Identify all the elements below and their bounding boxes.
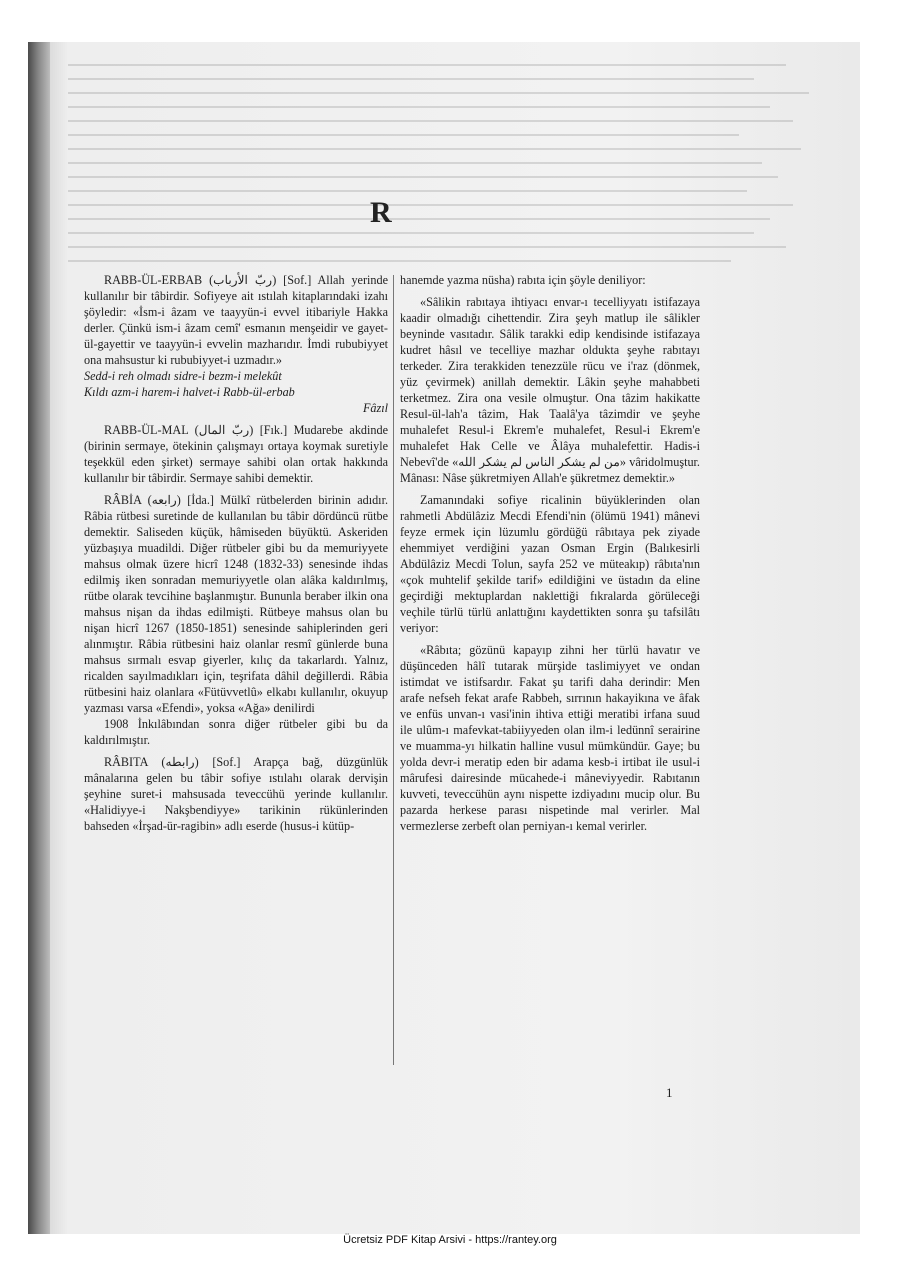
page-number: 1: [666, 1085, 673, 1100]
footer-text: Ücretsiz PDF Kitap Arsivi - https://rantey.org: [343, 1234, 557, 1246]
verse-author: Fâzıl: [362, 401, 388, 415]
rabita-definition-quote: «Râbıta; gözünü kapayıp zihni her türlü havatır ve düşünceden hâlî tutarak mürşide taslimiyyet ve ondan istimdat ve istifsardır. Fakat şu tarifi daha derindir: Men arafe nefseh fekat arafe Rabbeh, sırrının hakayikına ve âfak ve enfüs unvan-ı vasi'inin ihtiva ettiği meratibi irfana suud ile ulûm-ı mafevkat-tabiiyyeden olan ilm-i ledünnî serairine ve muamma-yı hilkatin halline vusul mümkündür. Gaye; bu yolda devr-i meratip eden bir adama kesb-i irtibat ile usul-i mârufesi dairesinde mücahede-i mâneviyyedir. Rabıtanın kuvveti, teveccühün aynı nispette izdiyadını mucip olur. Bu pazarda herkese parası nispetinde mal verirler. Mal vermezlerse zerbeft olan perniyan-ı kemal verirler.: [400, 643, 700, 833]
right-column: [400, 272, 700, 834]
entry-rabia-note: 1908 İnkılâbından sonra diğer rütbeler gibi bu da kaldırılmıştır.: [84, 717, 388, 747]
left-column: [84, 272, 388, 834]
column-divider: [393, 275, 394, 1065]
entry-rabita: RÂBITA (رابطه) [Sof.] Arapça bağ, düzgünlük mânalarına gelen bu tâbir sofiye ıstılahı olarak dervişin şeyhine suret-i mahsusada teveccühü yerinde kullanılır. «Halidiyye-i Nakşbendiyye» tarikinin rükünlerinden bahseden «İrşad-ür-ragibin» adlı eserde (husus-i kütüp-: [84, 755, 388, 833]
rabita-mecdi-paragraph: Zamanındaki sofiye ricalinin büyüklerinden olan rahmetli Abdülâziz Mecdi Efendi'nin (ölümü 1941) mânevi feyze ermek için lüzumlu gördüğü râbıtaya pek ziyade ehemmiyet verdiğini yazan Osman Ergin (Balıkesirli Abdülâziz Mecdi Tolun, sayfa 252 ve müteakıp) râbıta'nın «çok muhtelif şekilde tarif» edildiğini ve üstadın da eline geçirdiği mektuplardan naklettiği fıkralarda görüleceği veçhile türlü türlü anlattığını kaydettikten sonra şu tafsilâtı veriyor:: [400, 493, 700, 635]
rabita-quote: «Sâlikin rabıtaya ihtiyacı envar-ı tecelliyyatı istifazaya kaadir olmadığı cihettendir. Zira şeyh matlup ile sâlikler beyninde vasıtadır. Sâlik tarakki edip kendisinde istifazaya kudret hâsıl ve tecelliye mazhar oldukta şeyhe rabıtayı terkeder. Zira terakkiden tenezzüle rücu ve i'raz (dönmek, yüz çevirmek) anillah demektir. Lâkin şeyhe mahabbeti terketmez. Zira ona vesile olmuştur. Ona tâzim hakikatte Resul-ül-lah'a tâzim, Hak Taalâ'ya tâzimdir ve şeyhe muhalefet Resul-i Ekrem'e muhalefet, Resul-i Ekrem'e muhalefet Hak Celle ve Âlâya muhalefettir. Hadis-i Nebevî'de «من لم يشكر الناس لم يشكر الله» vâridolmuştur. Mânası: Nâse şükretmiyen Allah'e şükretmez demektir.»: [400, 295, 700, 485]
entry-rabb-ul-erbab: RABB-ÜL-ERBAB (ربّ الأرباب) [Sof.] Allah yerinde kullanılır bir tâbirdir. Sofiyeye ait ıstılah kitaplarındaki izahı şöyledir: «İsm-i âzam ve taayyün-i evvel itibariyle Hakka derler. Çünkü ism-i âzam cemî' esmanın menşeidir ve gayet-ül-gayettir ve taayyün-i evvelin mazharıdır. İmdi rububiyyet ona mahsustur ki rububiyyet-i uzmadır.»: [84, 273, 388, 367]
verse-line-1: Sedd-i reh olmadı sidre-i bezm-i melekût: [84, 369, 282, 383]
entry-rabia: RÂBİA (رابعه) [İda.] Mülkî rütbelerden birinin adıdır. Râbia rütbesi suretinde de kullanılan bu tâbir dördüncü rütbe demektir. Saliseden küçük, hâmiseden büyüktü. Askeriden yüzbaşıya muadildi. Diğer rütbeler gibi bu da memuriyyete mahsus olmak üzere hicrî 1248 (1832-33) senesinde ihdas edilmiş iken sonradan memuriyyetle olan alâka kaldırılmış, rütbe olarak tevcihine başlanmıştır. Bununla beraber ilkin ona mahsus nişan da ihdas edilmişti. Rütbeye mahsus olan bu nişan hicrî 1267 (1850-1851) senesinde sahiplerinden geri alınmıştır. Râbia rütbesini haiz olanlar resmî günlerde buna mahsus sırmalı esvap giyerler, kılıç da takarlardı. Yalnız, ricalden sayılmadıkları için, teşrifata dâhil değillerdi. Râbia rütbesini haiz olanlara «Fütüvvetlû» elkabı kullanılır, okuyup yazması varsa «Efendi», yoksa «Ağa» denilirdi: [84, 493, 388, 715]
verse-line-2: Kıldı azm-i harem-i halvet-i Rabb-ül-erbab: [84, 385, 295, 399]
section-letter: R: [370, 196, 392, 229]
book-spine-shadow: [28, 42, 50, 1234]
entry-rabb-ul-mal: RABB-ÜL-MAL (ربّ المال) [Fık.] Mudarebe akdinde (birinin sermaye, ötekinin çalışmayı ortaya koymak suretiyle teşekkül eden şirket) sermaye sahibi olan ortak hakkında kullanılır bir tâbirdir. Sermaye sahibi demektir.: [84, 423, 388, 485]
rabita-continued: hanemde yazma nüsha) rabıta için şöyle deniliyor:: [400, 273, 646, 287]
